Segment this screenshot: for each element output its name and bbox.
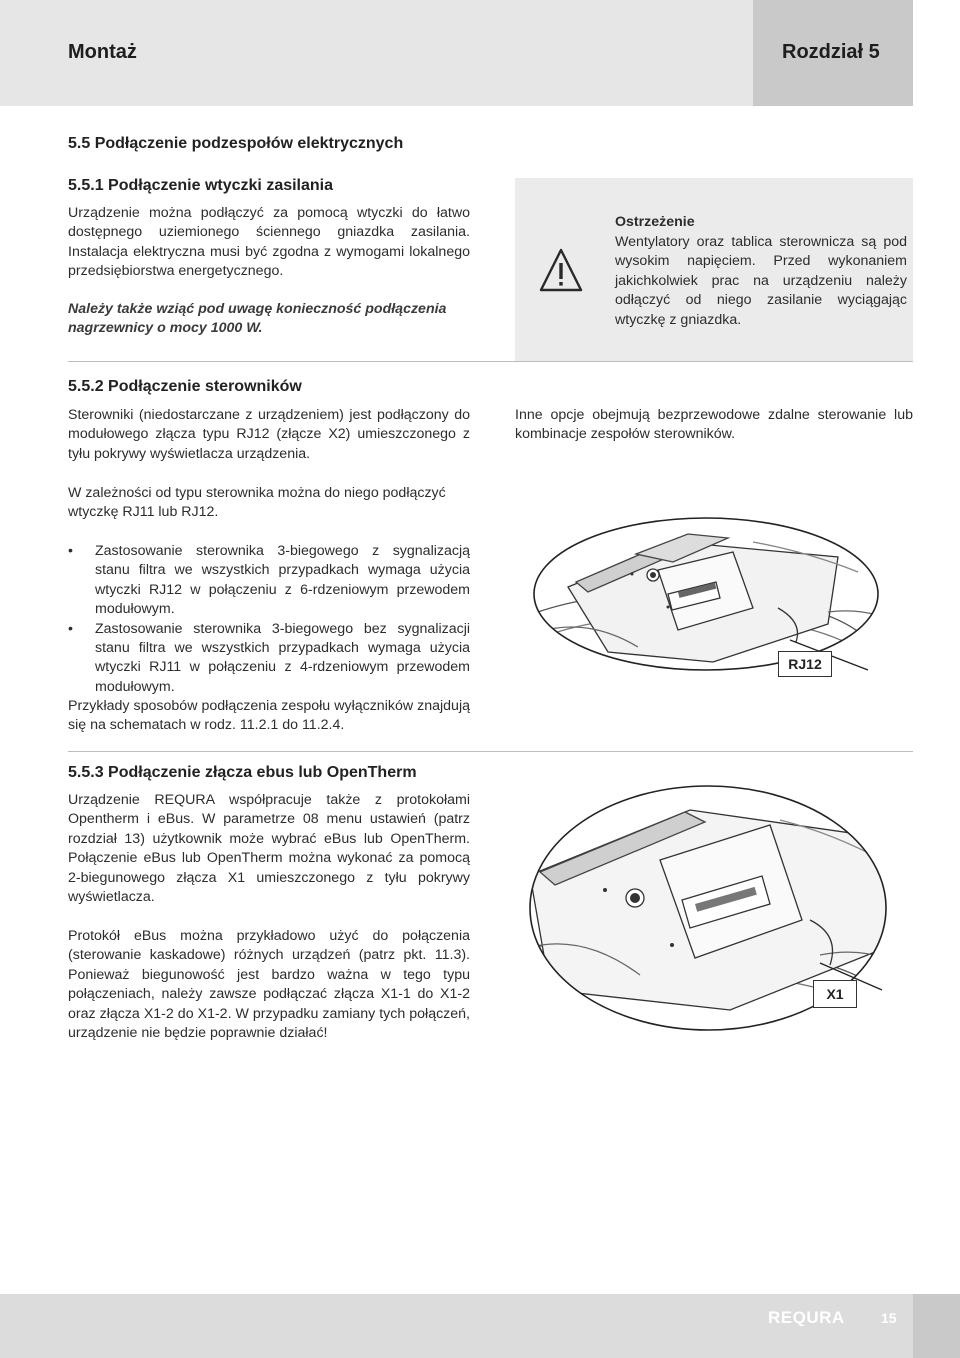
footer-bar <box>0 1294 913 1358</box>
warning-text: Wentylatory oraz tablica sterownicza są pod wysokim napięciem. Przed wykonaniem jakichkolwiek prac na urządzeniu należy odłączyć od niego zasilanie wyciągając wtyczkę z gniazdka. <box>615 234 907 328</box>
paragraph: Urządzenie można podłączyć za pomocą wtyczki do łatwo dostępnego uziemionego ściennego gniazdka zasilania. Instalacja elektryczna musi być zgodna z wymogami lokalnego przedsiębiorstwa energetycznego. <box>68 205 470 280</box>
subsection-title: 5.5.3 Podłączenie złącza ebus lub OpenTherm <box>68 764 417 781</box>
divider <box>68 361 913 362</box>
paragraph: W zależności od typu sterownika można do niego podłączyć wtyczkę RJ11 lub RJ12. <box>68 485 446 521</box>
svg-text:REQURA: REQURA <box>768 1308 845 1326</box>
bullet-list <box>68 542 470 697</box>
paragraph: Przykłady sposobów podłączenia zespołu wyłączników znajdują się na schematach w rodz. 11.2.1 do 11.2.4. <box>68 698 470 734</box>
note-text: Należy także wziąć pod uwagę konieczność podłączenia nagrzewnicy o mocy 1000 W. <box>68 301 447 337</box>
list-item: • Zastosowanie sterownika 3-biegowego z sygnalizacją stanu filtra we wszystkich przypadkach wymaga użycia wtyczki RJ12 w połączeniu z 6-rdzeniowym przewodem modułowym. <box>68 542 470 620</box>
page-number: 15 <box>881 1310 897 1326</box>
label-x1: X1 <box>813 980 857 1008</box>
paragraph: Urządzenie REQURA współpracuje także z protokołami Opentherm i eBus. W parametrze 08 menu ustawień (patrz rozdział 13) użytkownik może wybrać eBus lub OpenTherm. Połączenie eBus lub OpenTherm można wykonać za pomocą 2-biegunowego złącza X1 umieszczonego z tyłu pokrywy wyświetlacza. <box>68 792 470 906</box>
label-rj12: RJ12 <box>778 651 832 677</box>
warning-title: Ostrzeżenie <box>615 214 695 230</box>
header-left-title: Montaż <box>68 41 137 63</box>
subsection-title: 5.5.2 Podłączenie sterowników <box>68 378 302 395</box>
warning-triangle-icon <box>538 246 584 294</box>
header-right-title: Rozdział 5 <box>782 41 880 63</box>
section-title: 5.5 Podłączenie podzespołów elektrycznych <box>68 135 404 152</box>
rj12-connector-illustration <box>528 512 908 677</box>
paragraph: Protokół eBus można przykładowo użyć do połączenia (sterowanie kaskadowe) różnych urządzeń (patrz pkt. 11.3). Ponieważ biegunowość jest bardzo ważna w tego typu połączeniach, należy zawsze podłączać złącza X1-1 do X1-2 oraz złącza X1-2 do X1-2. W przypadku zamiany tych połączeń, urządzenie nie będzie poprawnie działać! <box>68 928 470 1042</box>
subsection-title: 5.5.1 Podłączenie wtyczki zasilania <box>68 177 334 194</box>
list-item: • Zastosowanie sterownika 3-biegowego bez sygnalizacji stanu filtra we wszystkich przypadkach wymaga użycia wtyczki RJ11 w połączeniu z 4-rdzeniowym przewodem modułowym. <box>68 620 470 698</box>
paragraph: Sterowniki (niedostarczane z urządzeniem) jest podłączony do modułowego złącza typu RJ12 (złącze X2) umieszczonego z tyłu pokrywy wyświetlacza urządzenia. <box>68 407 470 462</box>
divider <box>68 751 913 752</box>
footer-page-block <box>913 1294 960 1358</box>
paragraph-right: Inne opcje obejmują bezprzewodowe zdalne sterowanie lub kombinacje zespołów sterowników. <box>515 407 913 443</box>
requra-logo <box>768 1308 850 1326</box>
